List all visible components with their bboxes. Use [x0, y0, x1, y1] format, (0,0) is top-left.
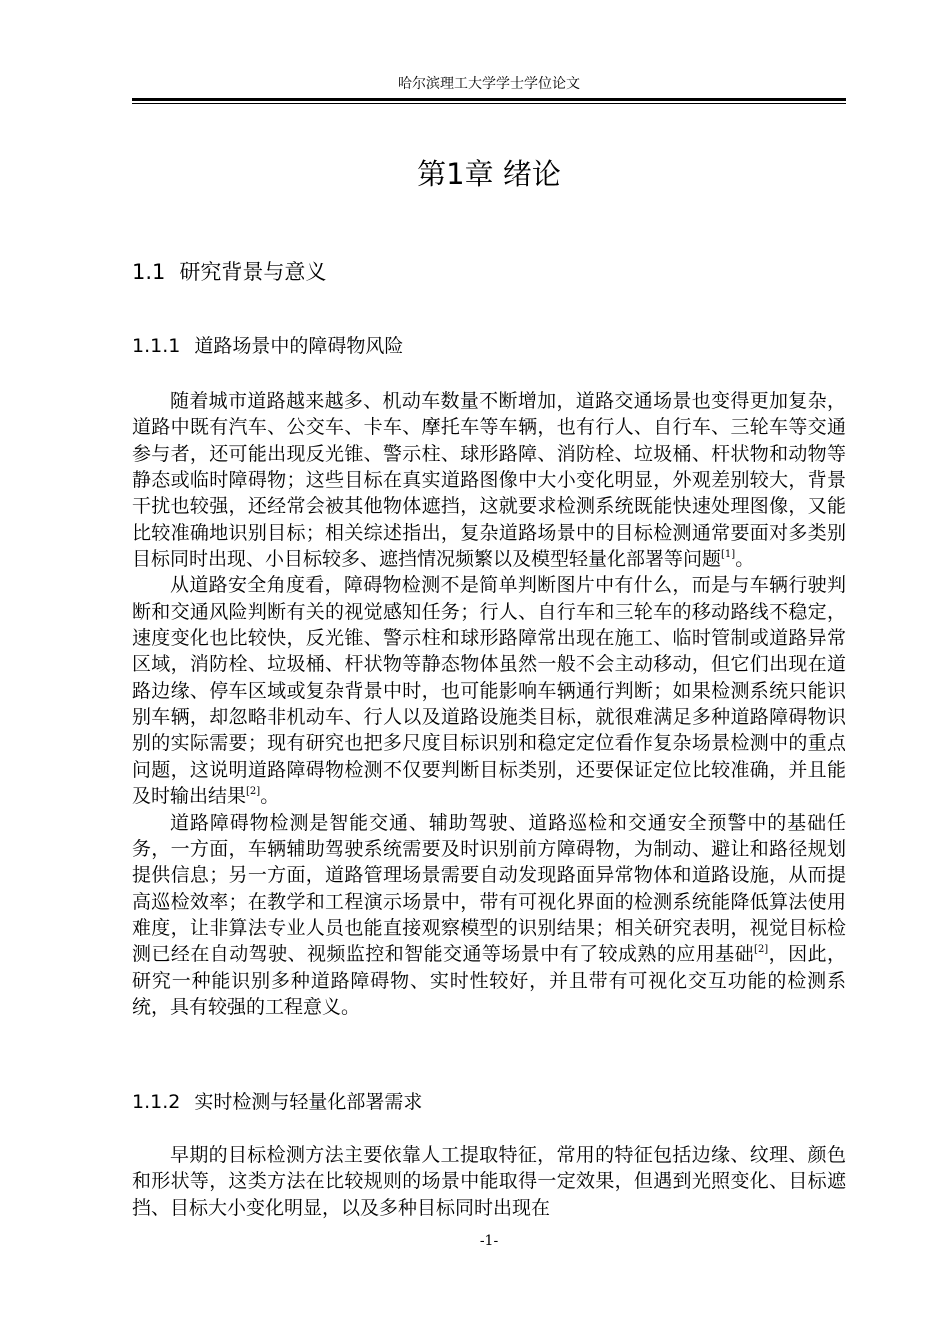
- citation-ref: [2]: [246, 786, 261, 798]
- section-heading: [132, 255, 326, 289]
- citation-ref: [2]: [754, 944, 769, 956]
- body-text-1: [132, 388, 846, 1020]
- running-header: 哈尔滨理工大学学士学位论文: [398, 76, 580, 92]
- body-text-2: [132, 1142, 846, 1221]
- paragraph: 道路障碍物检测是智能交通、辅助驾驶、道路巡检和交通安全预警中的基础任务，一方面，车辆辅助驾驶系统需要及时识别前方障碍物，为制动、避让和路径规划提供信息；另一方面，道路管理场景需要自动发现路面异常物体和道路设施，从而提高巡检效率；在教学和工程演示场景中，带有可视化界面的检测系统能降低算法使用难度，让非算法专业人员也能直接观察模型的识别结果；相关研究表明，视觉目标检测已经在自动驾驶、视频监控和智能交通等场景中有了较成熟的应用基础[2]，因此，研究一种能识别多种道路障碍物、实时性较好，并且带有可视化交互功能的检测系统，具有较强的工程意义。: [132, 811, 846, 1018]
- header-rule-thin: [132, 103, 846, 104]
- paragraph: 早期的目标检测方法主要依靠人工提取特征，常用的特征包括边缘、纹理、颜色和形状等，这类方法在比较规则的场景中能取得一定效果，但遇到光照变化、目标遮挡、目标大小变化明显，以及多种目标同时出现在: [132, 1144, 846, 1219]
- page-number: -1-: [479, 1233, 499, 1249]
- chapter-title: 第1章 绪论: [417, 157, 561, 191]
- subsection-title: 道路场景中的障碍物风险: [194, 335, 404, 357]
- subsection-heading-1: [132, 331, 403, 361]
- paragraph: 随着城市道路越来越多、机动车数量不断增加，道路交通场景也变得更加复杂，道路中既有汽车、公交车、卡车、摩托车等车辆，也有行人、自行车、三轮车等交通参与者，还可能出现反光锥、警示柱、球形路障、消防栓、垃圾桶、杆状物和动物等静态或临时障碍物；这些目标在真实道路图像中大小变化明显，外观差别较大，背景干扰也较强，还经常会被其他物体遮挡，这就要求检测系统既能快速处理图像，又能比较准确地识别目标；相关综述指出，复杂道路场景中的目标检测通常要面对多类别目标同时出现、小目标较多、遮挡情况频繁以及模型轻量化部署等问题[1]。: [132, 390, 846, 571]
- subsection-title: 实时检测与轻量化部署需求: [194, 1091, 423, 1113]
- subsection-number: 1.1.1: [132, 335, 181, 357]
- subsection-number: 1.1.2: [132, 1091, 181, 1113]
- citation-ref: [1]: [721, 549, 736, 561]
- header-rule-thick: [132, 98, 846, 101]
- paragraph: 从道路安全角度看，障碍物检测不是简单判断图片中有什么，而是与车辆行驶判断和交通风险判断有关的视觉感知任务；行人、自行车和三轮车的移动路线不稳定，速度变化也比较快，反光锥、警示柱和球形路障常出现在施工、临时管制或道路异常区域，消防栓、垃圾桶、杆状物等静态物体虽然一般不会主动移动，但它们出现在道路边缘、停车区域或复杂背景中时，也可能影响车辆通行判断；如果检测系统只能识别车辆，却忽略非机动车、行人以及道路设施类目标，就很难满足多种道路障碍物识别的实际需要；现有研究也把多尺度目标识别和稳定定位看作复杂场景检测中的重点问题，这说明道路障碍物检测不仅要判断目标类别，还要保证定位比较准确，并且能及时输出结果[2]。: [132, 574, 846, 808]
- subsection-heading-2: [132, 1087, 422, 1117]
- section-title: 研究背景与意义: [179, 260, 327, 284]
- section-number: 1.1: [132, 260, 166, 284]
